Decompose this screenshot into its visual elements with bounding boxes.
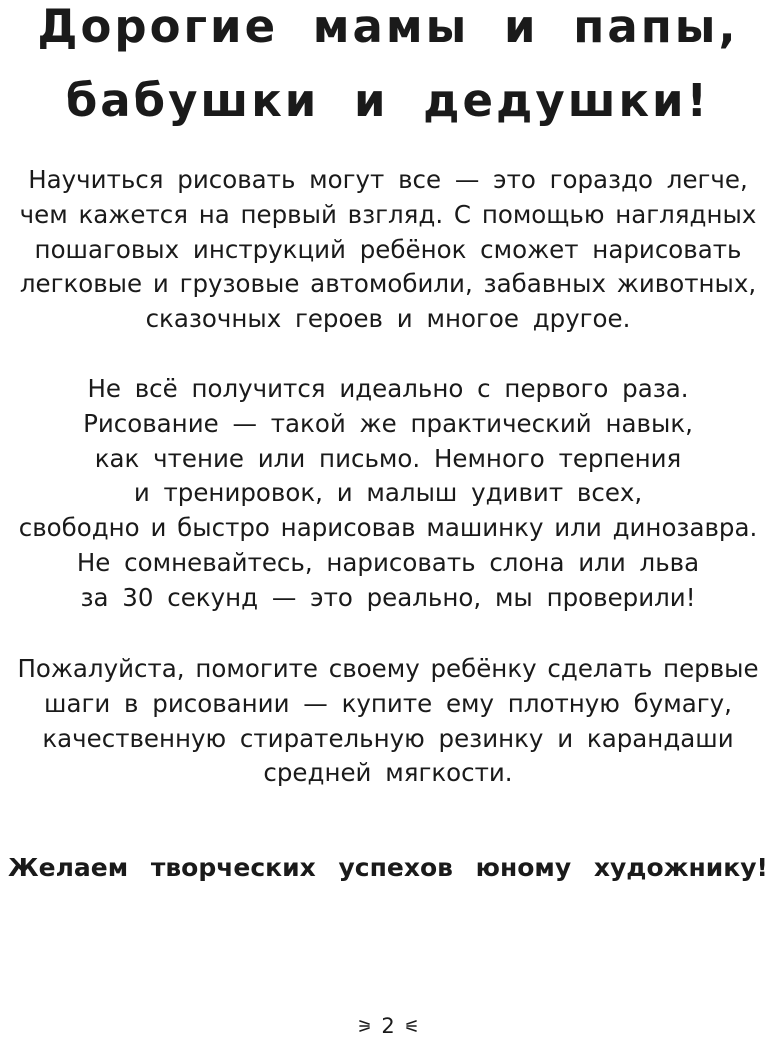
paragraph-line: Пожалуйста, помогите своему ребёнку сделать первые [17,654,759,683]
closing-wish: Желаем творческих успехов юному художнику! [8,853,768,882]
paragraph-line: Рисование — такой же практический навык, [83,408,693,438]
paragraph-line: качественную стирательную резинку и карандаши [42,723,734,753]
paragraph-request [0,652,776,791]
spark-lines-right-icon [405,1018,417,1034]
paragraph-line: средней мягкости. [263,758,513,788]
paragraph-line: свободно и быстро нарисовав машинку или динозавра. [18,513,758,543]
paragraph-line: как чтение или письмо. Немного терпения [94,443,682,473]
paragraph-line: и тренировок, и малыш удивит всех, [133,478,643,508]
paragraph-line: легковые и грузовые автомобили, забавных животных, [19,269,757,299]
paragraph-practice [0,372,776,616]
paragraph-line: пошаговых инструкций ребёнок сможет нарисовать [34,234,742,264]
paragraph-line: шаги в рисовании — купите ему плотную бумагу, [44,688,732,718]
paragraph-line: сказочных героев и многое другое. [145,304,631,334]
paragraph-line: за 30 секунд — это реально, мы проверили! [80,582,696,612]
title-line-2: бабушки и дедушки! [65,74,711,127]
paragraph-line: Научиться рисовать могут все — это гораздо легче, [28,165,748,194]
page-footer [0,1011,776,1040]
title-line-1: Дорогие мамы и папы, [37,0,739,53]
paragraph-line: Не всё получится идеально с первого раза. [87,374,689,403]
paragraph-line: Не сомневайтесь, нарисовать слона или льва [76,547,700,577]
page-number: 2 [381,1014,395,1038]
paragraph-line: чем кажется на первый взгляд. С помощью наглядных [19,199,757,229]
spark-lines-left-icon [359,1018,371,1034]
paragraph-intro [0,163,776,337]
